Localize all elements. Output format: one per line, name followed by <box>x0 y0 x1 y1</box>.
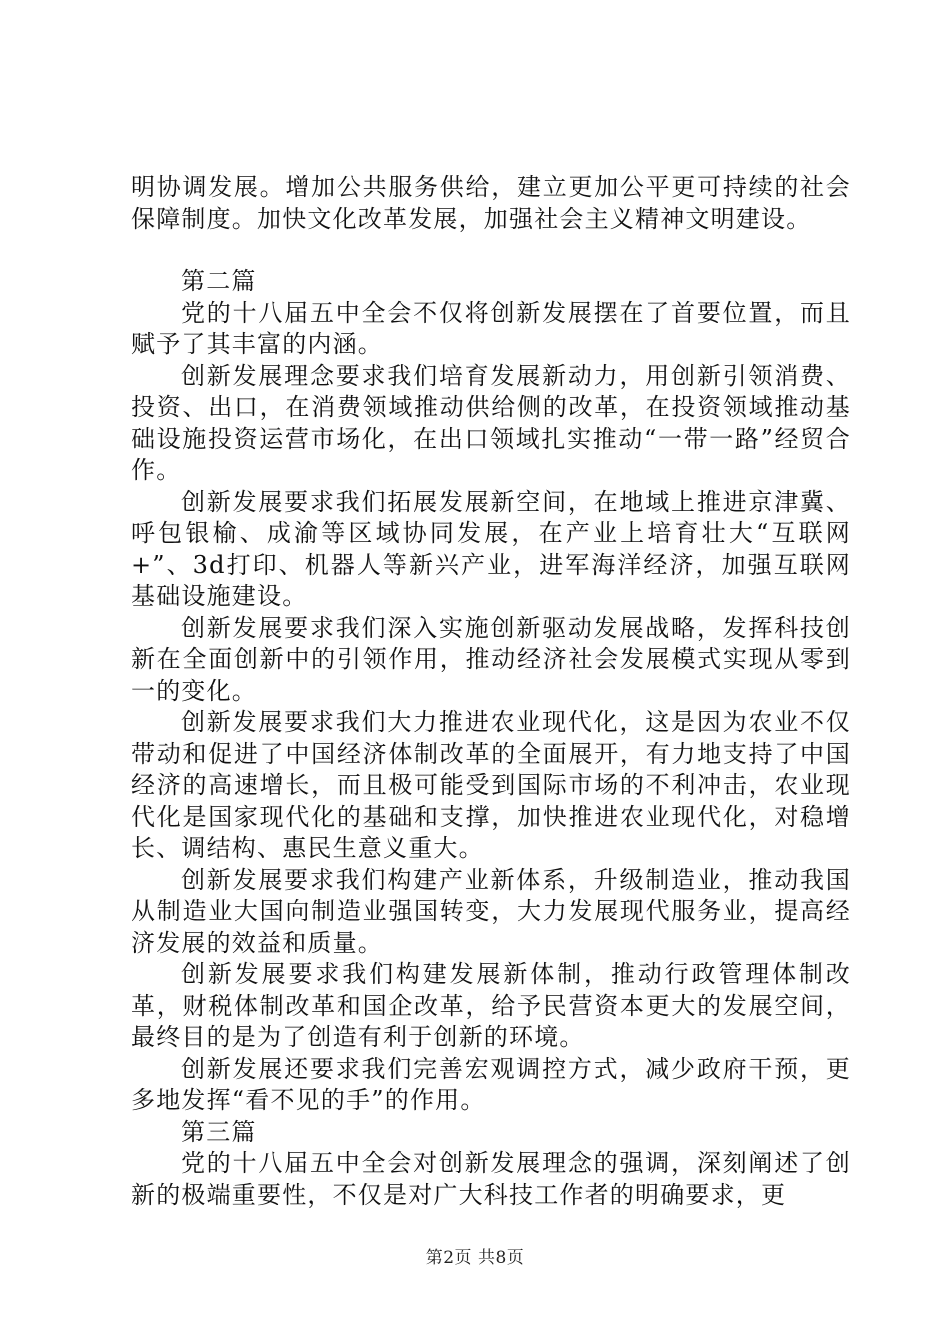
document-body <box>131 172 851 1211</box>
section2-paragraph-4: 创新发展要求我们深入实施创新驱动发展战略，发挥科技创新在全面创新中的引领作用，推动经济社会发展模式实现从零到一的变化。 <box>131 613 851 705</box>
section2-paragraph-6: 创新发展要求我们构建产业新体系，升级制造业，推动我国从制造业大国向制造业强国转变，大力发展现代服务业，提高经济发展的效益和质量。 <box>131 865 851 957</box>
section2-paragraph-8: 创新发展还要求我们完善宏观调控方式，减少政府干预，更多地发挥“看不见的手”的作用。 <box>131 1054 851 1114</box>
section2-paragraph-3: 创新发展要求我们拓展发展新空间，在地域上推进京津冀、呼包银榆、成渝等区域协同发展，在产业上培育壮大“互联网+”、3d打印、机器人等新兴产业，进军海洋经济，加强互联网基础设施建设。 <box>131 487 851 610</box>
page-footer <box>0 1243 950 1268</box>
section-gap <box>131 235 851 266</box>
section2-paragraph-7: 创新发展要求我们构建发展新体制，推动行政管理体制改革，财税体制改革和国企改革，给予民营资本更大的发展空间，最终目的是为了创造有利于创新的环境。 <box>131 960 851 1051</box>
intro-paragraph: 明协调发展。增加公共服务供给，建立更加公平更可持续的社会保障制度。加快文化改革发展，加强社会主义精神文明建设。 <box>131 173 851 233</box>
section-heading-3: 第三篇 <box>181 1117 257 1146</box>
section2-paragraph-5: 创新发展要求我们大力推进农业现代化，这是因为农业不仅带动和促进了中国经济体制改革的全面展开，有力地支持了中国经济的高速增长，而且极可能受到国际市场的不利冲击，农业现代化是国家现代化的基础和支撑，加快推进农业现代化，对稳增长、调结构、惠民生意义重大。 <box>131 708 851 862</box>
section2-paragraph-1: 党的十八届五中全会不仅将创新发展摆在了首要位置，而且赋予了其丰富的内涵。 <box>131 298 851 358</box>
page-number: 第2页 共8页 <box>425 1248 525 1268</box>
section2-paragraph-2: 创新发展理念要求我们培育发展新动力，用创新引领消费、投资、出口，在消费领域推动供给侧的改革，在投资领域推动基础设施投资运营市场化，在出口领域扎实推动“一带一路”经贸合作。 <box>131 361 851 484</box>
section3-paragraph-1: 党的十八届五中全会对创新发展理念的强调，深刻阐述了创新的极端重要性，不仅是对广大科技工作者的明确要求，更 <box>131 1149 851 1209</box>
section-heading-2: 第二篇 <box>181 267 257 295</box>
